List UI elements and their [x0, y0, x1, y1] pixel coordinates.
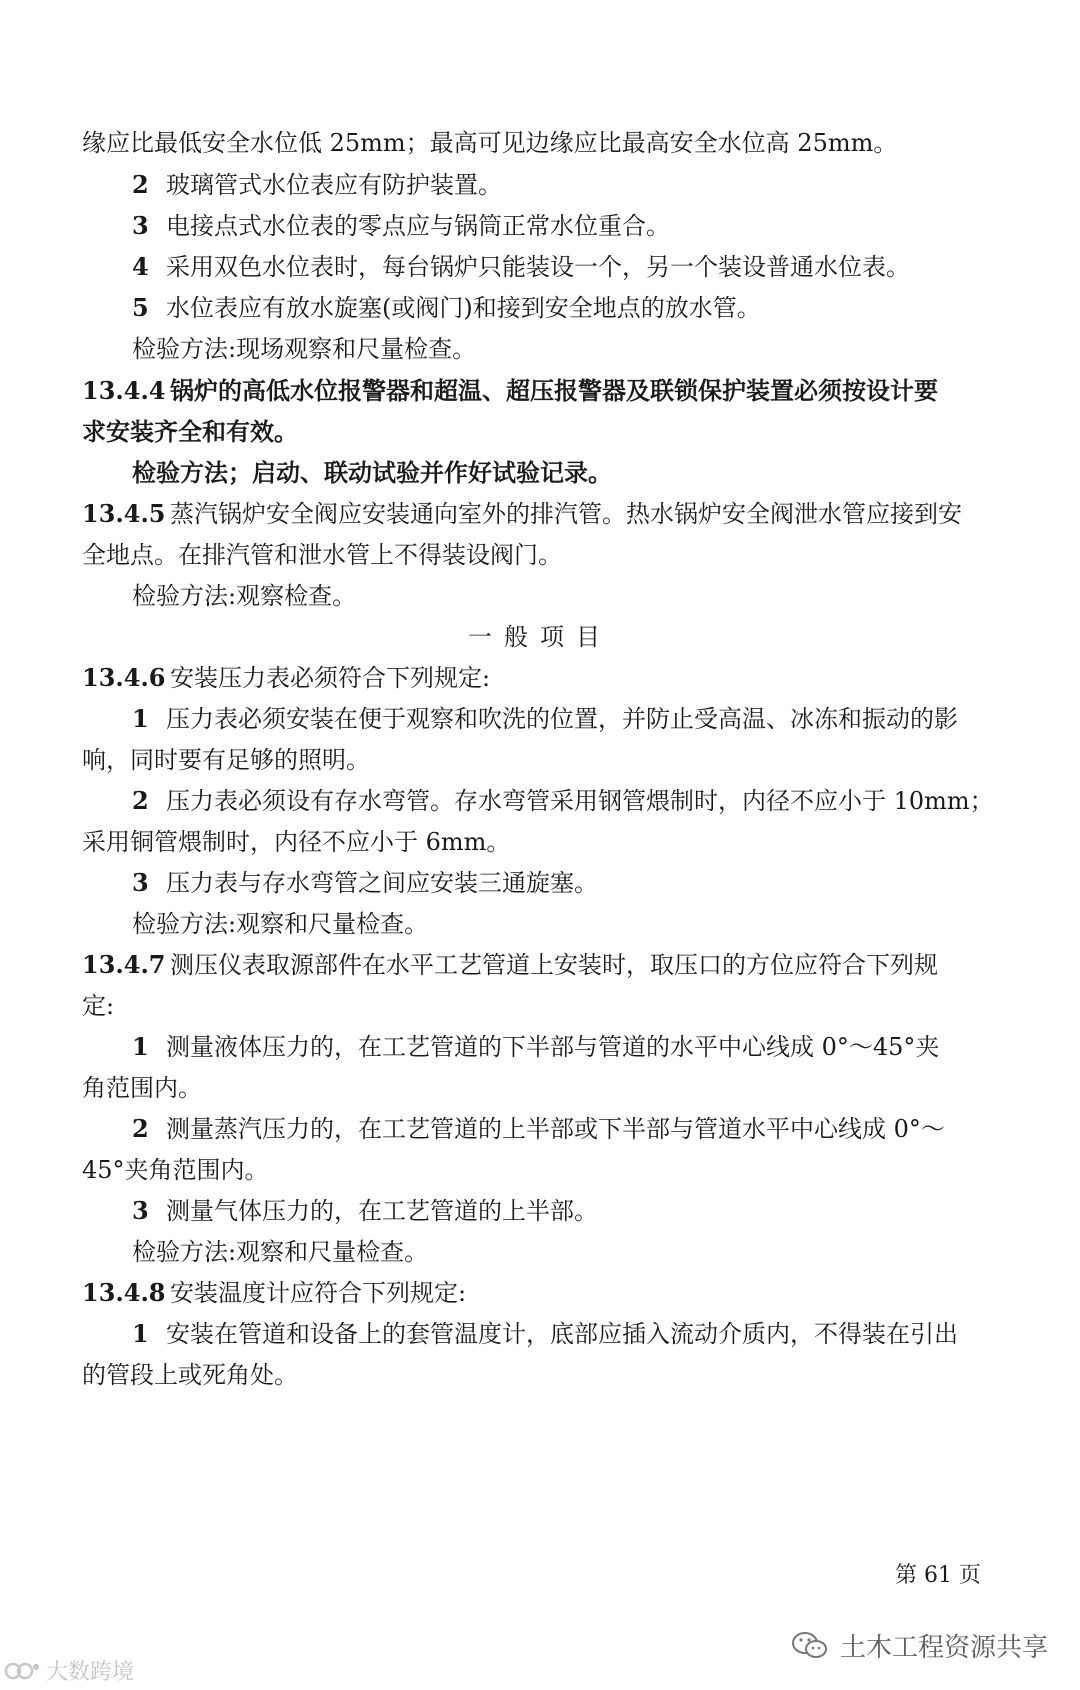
item-number: 2 — [132, 170, 149, 199]
item-number: 3 — [132, 211, 149, 240]
wechat-icon — [790, 1630, 830, 1662]
list-item: 2 玻璃管式水位表应有防护装置。 — [132, 170, 502, 199]
clause-number: 13.4.5 — [82, 499, 166, 528]
item-number: 4 — [132, 252, 149, 281]
paragraph-continuation: 响，同时要有足够的照明。 — [82, 746, 370, 774]
inspection-method: 检验方法:观察和尺量检查。 — [132, 1238, 429, 1266]
paragraph-continuation: 角范围内。 — [82, 1074, 202, 1102]
item-number: 1 — [132, 1032, 149, 1061]
inspection-method: 检验方法；启动、联动试验并作好试验记录。 — [132, 458, 612, 487]
item-number: 1 — [132, 704, 149, 733]
page-number: 第 61 页 — [895, 1563, 981, 1588]
brand-logo-icon — [4, 1658, 42, 1684]
list-item: 5 水位表应有放水旋塞(或阀门)和接到安全地点的放水管。 — [132, 293, 761, 322]
clause-13-4-4: 13.4.4 锅炉的高低水位报警器和超温、超压报警器及联锁保护装置必须按设计要 — [82, 376, 938, 405]
watermark-brand — [4, 1655, 134, 1686]
item-number: 5 — [132, 293, 149, 322]
paragraph-continuation: 的管段上或死角处。 — [82, 1361, 298, 1389]
watermark-brand-text: 大数跨境 — [46, 1660, 135, 1685]
paragraph-continuation: 45°夹角范围内。 — [82, 1156, 269, 1184]
watermark-account — [790, 1627, 1048, 1664]
item-number: 3 — [132, 868, 149, 897]
list-item: 3 测量气体压力的，在工艺管道的上半部。 — [132, 1196, 598, 1225]
paragraph-continuation: 缘应比最低安全水位低 25mm；最高可见边缘应比最高安全水位高 25mm。 — [82, 129, 898, 157]
clause-number: 13.4.6 — [82, 663, 166, 692]
item-number: 2 — [132, 786, 149, 815]
clause-13-4-5: 13.4.5 蒸汽锅炉安全阀应安装通向室外的排汽管。热水锅炉安全阀泄水管应接到安 — [82, 499, 962, 528]
list-item: 2 测量蒸汽压力的，在工艺管道的上半部或下半部与管道水平中心线成 0°～ — [132, 1114, 945, 1143]
list-item: 4 采用双色水位表时，每台锅炉只能装设一个，另一个装设普通水位表。 — [132, 252, 910, 281]
inspection-method: 检验方法:观察和尺量检查。 — [132, 910, 429, 938]
list-item: 3 压力表与存水弯管之间应安装三通旋塞。 — [132, 868, 598, 897]
item-number: 3 — [132, 1196, 149, 1225]
inspection-method: 检验方法:现场观察和尺量检查。 — [132, 335, 477, 363]
paragraph-continuation: 全地点。在排汽管和泄水管上不得装设阀门。 — [82, 541, 562, 569]
watermark-text: 土木工程资源共享 — [839, 1633, 1048, 1663]
section-heading: 一般项目 — [468, 623, 612, 651]
list-item: 1 安装在管道和设备上的套管温度计，底部应插入流动介质内，不得装在引出 — [132, 1319, 958, 1348]
clause-13-4-8: 13.4.8 安装温度计应符合下列规定: — [82, 1278, 467, 1307]
item-number: 1 — [132, 1319, 149, 1348]
list-item: 3 电接点式水位表的零点应与锅筒正常水位重合。 — [132, 211, 670, 240]
clause-number: 13.4.7 — [82, 950, 166, 979]
clause-13-4-6: 13.4.6 安装压力表必须符合下列规定: — [82, 663, 491, 692]
clause-number: 13.4.8 — [82, 1278, 166, 1307]
clause-13-4-7: 13.4.7 测压仪表取源部件在水平工艺管道上安装时，取压口的方位应符合下列规 — [82, 950, 938, 979]
inspection-method: 检验方法:观察检查。 — [132, 582, 357, 610]
list-item: 2 压力表必须设有存水弯管。存水弯管采用钢管煨制时，内径不应小于 10mm； — [132, 786, 994, 815]
paragraph-continuation: 采用铜管煨制时，内径不应小于 6mm。 — [82, 828, 511, 856]
list-item: 1 测量液体压力的，在工艺管道的下半部与管道的水平中心线成 0°～45°夹 — [132, 1032, 940, 1061]
list-item: 1 压力表必须安装在便于观察和吹洗的位置，并防止受高温、冰冻和振动的影 — [132, 704, 958, 733]
paragraph-continuation: 定: — [82, 992, 115, 1020]
clause-number: 13.4.4 — [82, 376, 166, 405]
item-number: 2 — [132, 1114, 149, 1143]
paragraph-continuation: 求安装齐全和有效。 — [82, 417, 298, 446]
